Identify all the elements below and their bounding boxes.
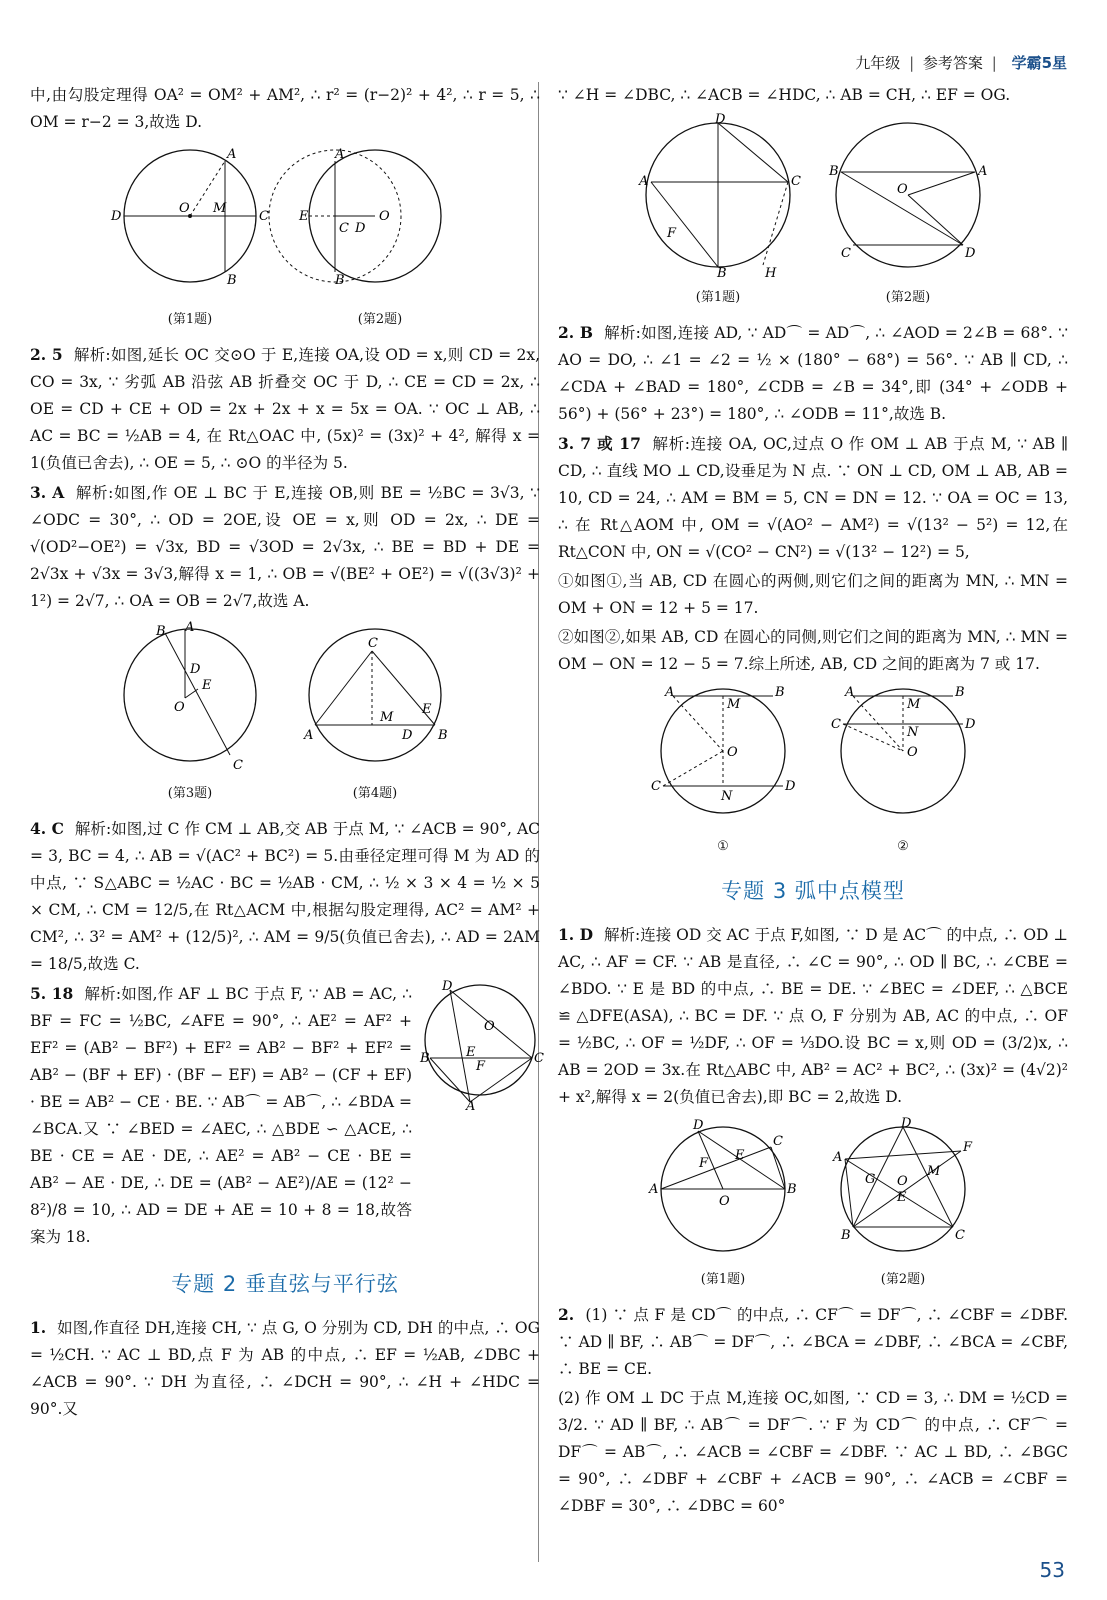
svg-text:O: O [727,745,738,760]
left-q5-number: 5. 18 [30,984,74,1003]
figure-q4-caption: (第4题) [352,786,398,801]
right-s3q2-part1: (1) ∵ 点 F 是 CD⌒ 的中点, ∴ CF⌒ = DF⌒, ∴ ∠CBF = ∠DBF. ∵ AD ∥ BF, ∴ AB⌒ = DF⌒, ∴ ∠BCA = ∠DBF, ∴ ∠BCA = ∠CBF, ∴ BE = CE. [558,1306,1068,1378]
svg-text:M: M [213,201,227,216]
svg-text:D: D [190,662,201,677]
header-brand: 学霸5星 [1011,54,1067,72]
svg-text:C: C [259,209,269,224]
svg-text:M: M [907,697,921,712]
svg-text:B: B [420,1051,430,1066]
left-q2 [30,341,540,477]
svg-text:F: F [699,1156,709,1171]
svg-text:F: F [667,226,677,241]
right-q3-case2: ②如图②,如果 AB, CD 在圆心的同侧,则它们之间的距离为 MN, ∴ MN = OM − ON = 12 − 5 = 7.综上所述, AB, CD 之间的距离为 7 或 17. [558,628,1068,673]
svg-text:A: A [185,620,195,635]
svg-text:D: D [965,246,976,261]
figure-s2-q1-caption: (第1题) [695,290,741,305]
right-q3 [558,430,1068,566]
left-q3-number: 3. A [30,483,65,502]
svg-text:B: B [227,273,237,288]
svg-text:B: B [829,164,839,179]
svg-text:D: D [715,112,726,127]
svg-text:C: C [534,1051,544,1066]
svg-text:D: D [442,979,453,994]
svg-text:E: E [897,1190,907,1205]
left-figure-row-1 [30,144,540,333]
svg-text:M: M [927,1164,941,1179]
svg-text:A: A [845,685,855,700]
svg-text:A: A [833,1150,843,1165]
svg-text:A: A [665,685,675,700]
svg-text:A: A [639,174,649,189]
svg-text:A: A [978,164,988,179]
left-q4-number: 4. C [30,819,64,838]
section-2-title: 专题 2 垂直弦与平行弦 [171,1272,399,1296]
svg-text:O: O [897,1174,908,1189]
right-q2-text: 解析:如图,连接 AD, ∵ AD⌒ = AD⌒, ∴ ∠AOD = 2∠B = 68°. ∵ AO = DO, ∴ ∠1 = ∠2 = ½ × (180° − 68°) = 56°. ∵ AB ∥ CD, ∴ ∠CDA + ∠BAD = 180°, ∠CDB = ∠B = 34°,即 (34° + ∠ODB + 56°) + (56° + 23°) = 180°, ∴ ∠ODB = 11°,故选 B. [558,324,1068,423]
svg-text:D: D [402,728,413,743]
left-q4-text: 解析:如图,过 C 作 CM ⊥ AB,交 AB 于点 M, ∵ ∠ACB = 90°, AC = 3, BC = 4, ∴ AB = √(AC² + BC²) = 5.由垂径定理可得 M 为 AD 的中点, ∵ S△ABC = ½AC · BC = ½AB · CM, ∴ ½ × 3 × 4 = ½ × 5 × CM, ∴ CM = 12/5,在 Rt△ACM 中,根据勾股定理得, AC² = AM² + CM², ∴ 3² = AM² + (12/5)², ∴ AM = 9/5(负值已舍去), ∴ AD = 2AM = 18/5,故选 C. [30,820,540,973]
left-q3-text: 解析:如图,作 OE ⊥ BC 于 E,连接 OB,则 BE = ½BC = 3√3, ∵ ∠ODC = 30°, ∴ OD = 2OE,设 OE = x,则 OD = 2x, ∴ DE = √(OD²−OE²) = √3x, BD = √3OD = 2√3x, ∴ BE = BD + DE = 2√3x + √3x = 3√3,解得 x = 1, ∴ OB = √(BE² + OE²) = √((3√3)² + 1²) = 2√7, ∴ OA = OB = 2√7,故选 A. [30,484,540,610]
svg-text:C: C [831,717,841,732]
figure-s3-q1-caption: (第1题) [700,1272,746,1287]
left-s2q1 [30,1314,540,1423]
svg-text:M: M [727,697,741,712]
svg-text:D: D [111,209,122,224]
figure-s2-q3-a-caption: ① [717,839,729,854]
left-q4 [30,815,540,978]
svg-text:O: O [719,1194,730,1209]
right-q3-text: 解析:连接 OA, OC,过点 O 作 OM ⊥ AB 于点 M, ∵ AB ∥ CD, ∴ 直线 MO ⊥ CD,设垂足为 N 点. ∵ ON ⊥ CD, OM ⊥ AB, AB = 10, CD = 24, ∴ AM = BM = 5, CN = DN = 12. ∵ OA = OC = 13, ∴ 在 Rt△AOM 中, OM = √(AO² − AM²) = √(13² − 5²) = 12,在 Rt△CON 中, ON = √(CO² − CN²) = √(13² − 12²) = 5, [558,435,1068,561]
svg-text:B: B [438,728,448,743]
svg-text:E: E [466,1045,476,1060]
right-s3q1-text: 解析:连接 OD 交 AC 于点 F,如图, ∵ D 是 AC⌒ 的中点, ∴ OD ⊥ AC, ∴ AF = CF. ∵ AB 是直径, ∴ ∠C = 90°, ∴ OD ∥ BC, ∴ ∠CBE = ∠BDO. ∵ E 是 BD 的中点, ∴ BE = DE. ∵ ∠BEC = ∠DEF, ∴ △BCE ≌ △DFE(ASA), ∴ BC = DF. ∵ 点 O, F 分别为 AB, AC 的中点, ∴ OF = ½BC, ∴ OF = ½DF, ∴ OF = ⅓DO.设 BC = x,则 OD = (3/2)x, ∴ AB = 2OD = 3x.在 Rt△ABC 中, AB² = AC² + BC², ∴ (3x)² = (4√2)² + x²,解得 x = 2(负值已舍去),即 BC = 2,故选 D. [558,926,1068,1106]
svg-text:F: F [476,1059,486,1074]
svg-text:E: E [299,209,309,224]
figure-s2-q2 [823,117,993,277]
left-s2q1-number: 1. [30,1318,47,1337]
svg-text:O: O [174,700,185,715]
figure-q3 [110,620,270,773]
svg-text:E: E [202,678,212,693]
right-column [558,82,1068,1522]
svg-text:D: D [693,1118,704,1133]
svg-text:B: B [775,685,785,700]
svg-text:N: N [907,725,919,740]
svg-text:D: D [785,779,796,794]
page-header: 九年级 | 参考答案 | 学霸5星 [855,54,1067,72]
header-section: 参考答案 [922,54,983,72]
svg-text:C: C [773,1134,783,1149]
header-grade: 九年级 [855,54,901,72]
svg-text:A: A [227,147,237,162]
right-figure-row-3 [558,1116,1068,1293]
figure-q2 [295,144,465,299]
left-figure-row-2 [30,620,540,807]
figure-s2-q3-b-caption: ② [897,839,909,854]
svg-text:D: D [965,717,976,732]
right-q3-case1: ①如图①,当 AB, CD 在圆心的两侧,则它们之间的距离为 MN, ∴ MN = OM + ON = 12 + 5 = 17. [558,572,1068,617]
svg-text:D: D [901,1116,912,1131]
left-q2-text: 解析:如图,延长 OC 交⊙O 于 E,连接 OA,设 OD = x,则 CD = 2x, CO = 3x, ∵ 劣弧 AB 沿弦 AB 折叠交 OC 于 D, ∴ CE = CD = 2x, ∴ OE = CD + CE + OD = 2x + 2x + x = 5x = OA. ∵ OC ⊥ AB, ∴ AC = BC = ½AB = 4, 在 Rt△OAC 中, (5x)² = (3x)² + 4², 解得 x = 1(负值已舍去), ∴ OE = 5, ∴ ⊙O 的半径为 5. [30,346,540,472]
right-s3q2-part2: (2) 作 OM ⊥ DC 于点 M,连接 OC,如图, ∵ CD = 3, ∴ DM = ½CD = 3/2. ∵ AD ∥ BF, ∴ AB⌒ = DF⌒. ∵ F 为 CD⌒ 的中点, ∴ CF⌒ = DF⌒ = AB⌒, ∴ ∠ACB = ∠CBF = ∠DBF. ∵ AC ⊥ BD, ∴ ∠BGC = 90°, ∴ ∠DBF + ∠CBF + ∠ACB = 90°, ∴ ∠ACB = ∠CBF = ∠DBF = 30°, ∴ ∠DBC = 60° [558,1389,1068,1515]
figure-s2-q1 [633,112,803,281]
svg-text:B: B [955,685,965,700]
figure-q1 [105,144,275,299]
svg-text:B: B [841,1228,851,1243]
figure-s3-q1 [643,1119,803,1259]
svg-text:A: A [335,147,345,162]
svg-text:C: C [955,1228,965,1243]
svg-text:H: H [765,266,777,281]
svg-text:C: C [651,779,661,794]
svg-text:F: F [963,1140,973,1155]
svg-text:O: O [379,209,390,224]
page-number: 53 [1039,1558,1065,1582]
right-s3q2 [558,1301,1068,1383]
svg-text:G: G [865,1172,876,1187]
svg-text:C: C [233,758,243,773]
svg-text:O: O [179,201,190,216]
svg-text:A: A [649,1182,659,1197]
svg-text:M: M [380,710,394,725]
svg-text:B: B [156,624,166,639]
right-intro: ∵ ∠H = ∠DBC, ∴ ∠ACB = ∠HDC, ∴ AB = CH, ∴ EF = OG. [558,86,1011,104]
figure-s2-q3-a [643,686,803,826]
left-q2-number: 2. 5 [30,345,63,364]
svg-text:B: B [335,273,345,288]
left-q5 [30,980,412,1251]
left-s2q1-text: 如图,作直径 DH,连接 CH, ∵ 点 G, O 分别为 CD, DH 的中点, ∴ OG = ½CH. ∵ AC ⊥ BD,点 F 为 AB 的中点, ∴ EF = ½AB, ∠DBC + ∠ACB = 90°. ∵ DH 为直径, ∴ ∠DCH = 90°, ∴ ∠H + ∠HDC = 90°.又 [30,1319,540,1418]
figure-q2-caption: (第2题) [357,312,403,327]
svg-text:C: C [368,636,378,651]
right-q2-number: 2. B [558,323,593,342]
svg-text:B: B [717,266,727,281]
svg-text:B: B [787,1182,797,1197]
section-3-title: 专题 3 弧中点模型 [721,879,905,903]
left-q5-text: 解析:如图,作 AF ⊥ BC 于点 F, ∵ AB = AC, ∴ BF = FC = ½BC, ∠AFE = 90°, ∴ AE² = AF² + EF² = (AB² − BF²) + EF² = AB² − BF² + EF² = AB² − (BF + EF) · (BF − EF) = AB² − (CF + EF) · BE = AB² − CE · BE. ∵ AB⌒ = AB⌒, ∴ ∠BDA = ∠BCA.又 ∵ ∠BED = ∠AEC, ∴ △BDE ∽ △ACE, ∴ BE · CE = AE · DE, ∴ AE² = AB² − CE · BE = AB² − AE · DE, ∴ DE = (AB² − AE²)/AE = (12² − 8²)/8 = 10, ∴ AD = DE + AE = 10 + 8 = 18,故答案为 18. [30,985,412,1246]
right-q2 [558,319,1068,428]
right-figure-row-2 [558,686,1068,860]
svg-text:C: C [339,221,349,236]
right-s3q2-number: 2. [558,1305,575,1324]
figure-q3-caption: (第3题) [167,786,213,801]
left-q3 [30,479,540,615]
svg-text:E: E [735,1148,745,1163]
svg-text:O: O [484,1019,495,1034]
svg-text:O: O [907,745,918,760]
svg-text:C: C [841,246,851,261]
figure-q1-caption: (第1题) [167,312,213,327]
right-figure-row-1 [558,112,1068,311]
svg-text:D: D [355,221,366,236]
figure-s3-q2 [823,1116,983,1259]
left-q5-block [30,979,544,1253]
left-intro: 中,由勾股定理得 OA² = OM² + AM², ∴ r² = (r−2)² + 4², ∴ r = 5, ∴ OM = r−2 = 3,故选 D. [30,86,540,131]
figure-q4 [290,623,460,773]
figure-q5 [420,979,544,1114]
svg-text:A: A [304,728,314,743]
svg-text:E: E [422,702,432,717]
figure-s2-q3-b [823,686,983,826]
left-column [30,82,544,1425]
svg-text:A: A [466,1099,476,1114]
svg-text:O: O [897,182,908,197]
right-s3q1-number: 1. D [558,925,594,944]
figure-s3-q2-caption: (第2题) [880,1272,926,1287]
right-s3q1 [558,921,1068,1111]
svg-text:N: N [721,789,733,804]
figure-s2-q2-caption: (第2题) [885,290,931,305]
right-q3-number: 3. 7 或 17 [558,434,641,453]
svg-text:C: C [791,174,801,189]
